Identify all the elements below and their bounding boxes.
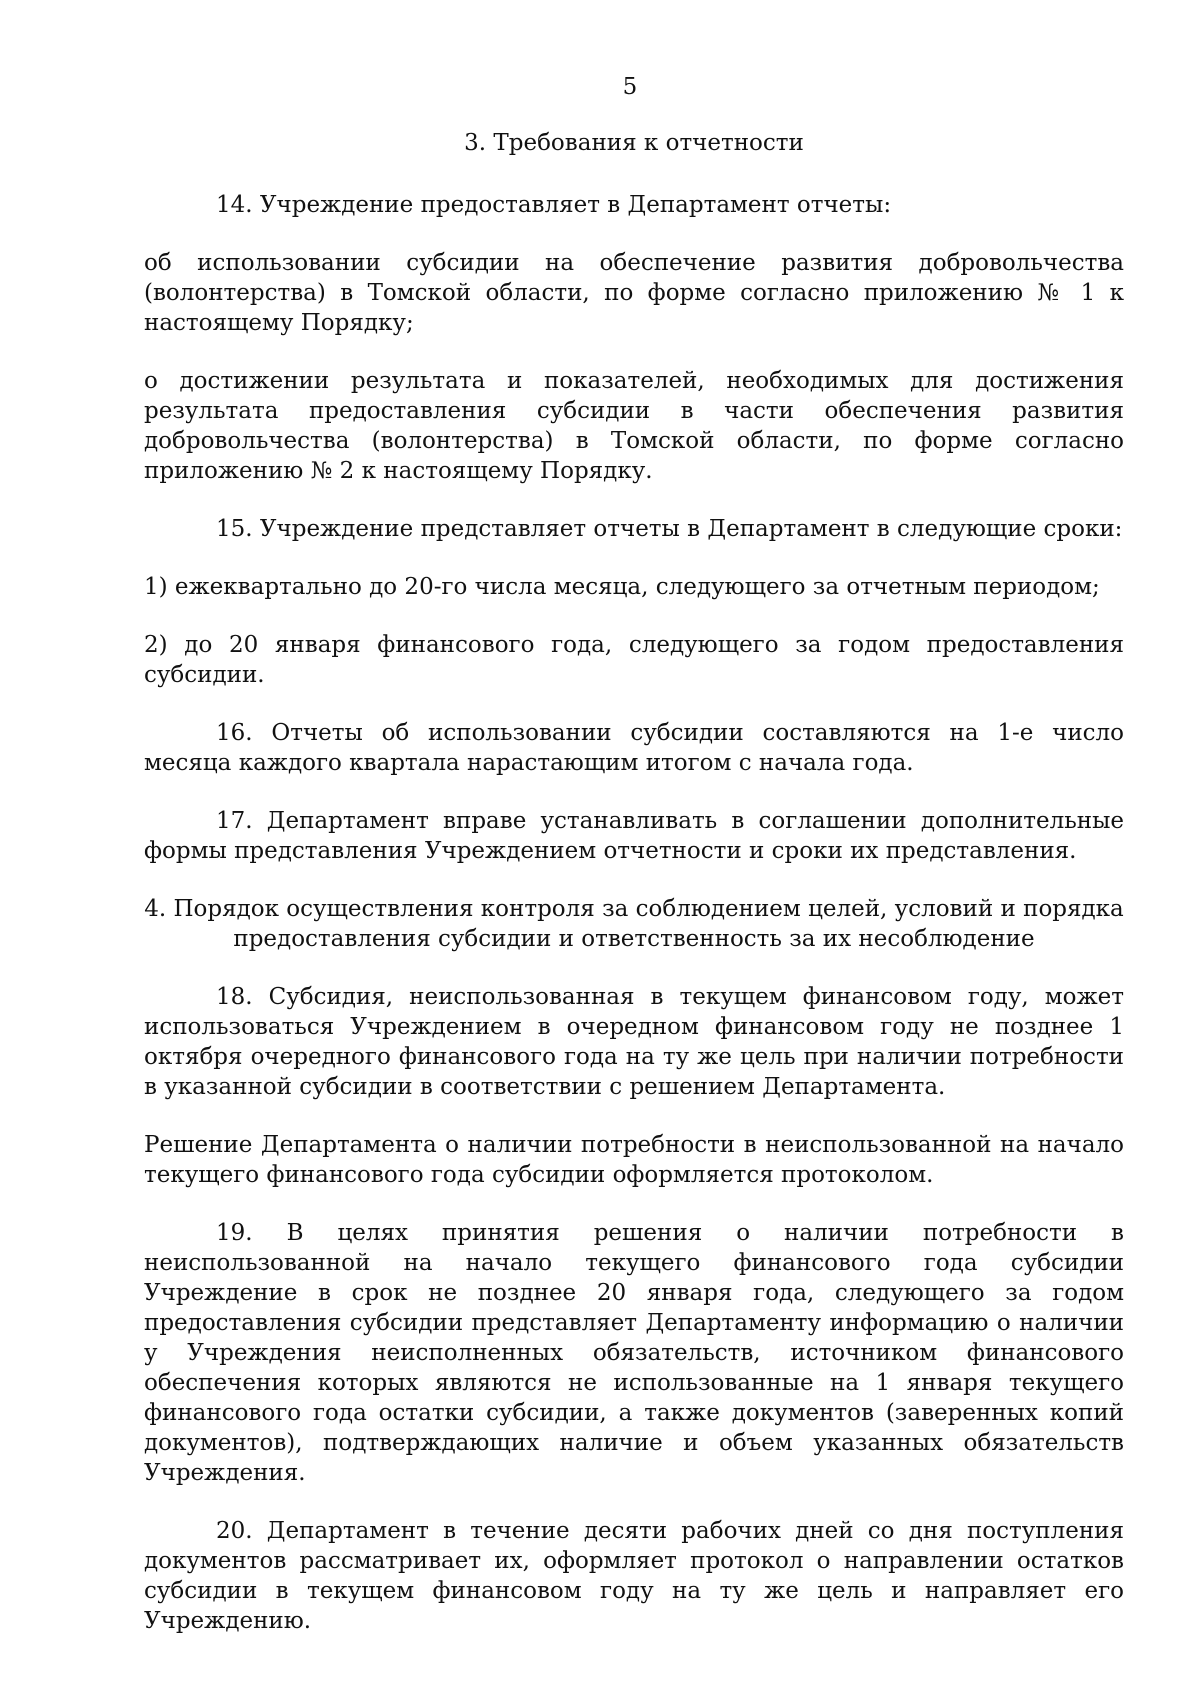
paragraph-14: 14. Учреждение предоставляет в Департамент отчеты: xyxy=(216,192,892,218)
section-4-heading-line-1: 4. Порядок осуществления контроля за соблюдением целей, условий и порядка xyxy=(144,896,1124,922)
deadline-item-1: 1) ежеквартально до 20-го числа месяца, следующего за отчетным периодом; xyxy=(144,574,1100,600)
report-item-usage: об использовании субсидии на обеспечение развития добровольчества (волонтерства) в Томской области, по форме согласно приложению № 1 к настоящему Порядку; xyxy=(144,250,1124,336)
paragraph-17: 17. Департамент вправе устанавливать в соглашении дополнительные формы представления Учреждением отчетности и сроки их представления. xyxy=(144,808,1124,864)
report-item-results: о достижении результата и показателей, необходимых для достижения результата предоставления субсидии в части обеспечения развития добровольчества (волонтерства) в Томской области, по форме согласно приложению № 2 к настоящему Порядку. xyxy=(144,368,1124,484)
page-number: 5 xyxy=(622,74,638,100)
section-4-heading xyxy=(144,894,1124,954)
paragraph-19: 19. В целях принятия решения о наличии потребности в неиспользованной на начало текущего финансового года субсидии Учреждение в срок не позднее 20 января года, следующего за годом предоставления субсидии представляет Департаменту информацию о наличии у Учреждения неисполненных обязательств, источником финансового обеспечения которых являются не использованные на 1 января текущего финансового года остатки субсидии, а также документов (заверенных копий документов), подтверждающих наличие и объем указанных обязательств Учреждения. xyxy=(144,1220,1124,1486)
deadline-item-2: 2) до 20 января финансового года, следующего за годом предоставления субсидии. xyxy=(144,632,1124,688)
paragraph-15: 15. Учреждение представляет отчеты в Департамент в следующие сроки: xyxy=(216,516,1123,542)
section-4-heading-line-2: предоставления субсидии и ответственность за их несоблюдение xyxy=(233,926,1035,952)
paragraph-16: 16. Отчеты об использовании субсидии составляются на 1-е число месяца каждого квартала нарастающим итогом с начала года. xyxy=(144,720,1124,776)
paragraph-20: 20. Департамент в течение десяти рабочих дней со дня поступления документов рассматривает их, оформляет протокол о направлении остатков субсидии в текущем финансовом году на ту же цель и направляет его Учреждению. xyxy=(144,1518,1124,1634)
document-body xyxy=(144,128,1124,1664)
section-3-heading: 3. Требования к отчетности xyxy=(464,130,804,156)
paragraph-decision: Решение Департамента о наличии потребности в неиспользованной на начало текущего финансового года субсидии оформляется протоколом. xyxy=(144,1132,1124,1188)
paragraph-18: 18. Субсидия, неиспользованная в текущем финансовом году, может использоваться Учреждением в очередном финансовом году не позднее 1 октября очередного финансового года на ту же цель при наличии потребности в указанной субсидии в соответствии с решением Департамента. xyxy=(144,984,1124,1100)
